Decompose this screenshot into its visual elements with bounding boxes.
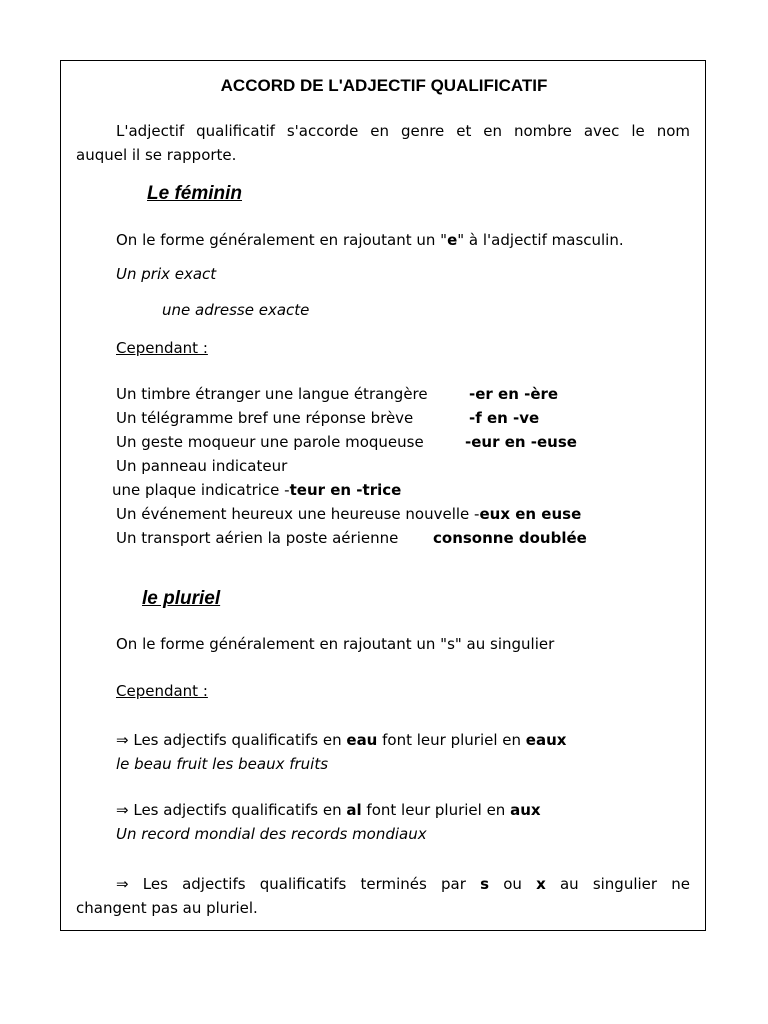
feminin-row-rule: -f en -ve <box>469 409 540 427</box>
feminin-row-rule: -er en -ère <box>469 385 559 403</box>
feminin-row-rule: -eur en -euse <box>465 433 577 451</box>
pluriel-example-1: le beau fruit les beaux fruits <box>116 755 329 773</box>
section-heading-feminin: Le féminin <box>147 183 243 204</box>
feminin-row: Un timbre étranger une langue étrangère <box>116 385 428 403</box>
feminin-row-rule: consonne doublée <box>433 529 587 547</box>
feminin-row: Un geste moqueur une parole moqueuse <box>116 433 424 451</box>
pluriel-point-3-line-2: changent pas au pluriel. <box>76 899 258 917</box>
section-heading-pluriel: le pluriel <box>142 588 221 609</box>
feminin-example-1: Un prix exact <box>116 265 217 283</box>
pluriel-cependant: Cependant : <box>116 682 208 700</box>
feminin-row-rule: teur en -trice <box>289 481 402 499</box>
intro-line-1: L'adjectif qualificatif s'accorde en genre et en nombre avec le nom <box>116 122 690 140</box>
feminin-row: Un transport aérien la poste aérienne <box>116 529 399 547</box>
pluriel-point-2: ⇒ Les adjectifs qualificatifs en al font leur pluriel en aux <box>116 801 541 819</box>
page-title: ACCORD DE L'ADJECTIF QUALIFICATIF <box>220 76 548 95</box>
pluriel-rule: On le forme généralement en rajoutant un "s" au singulier <box>116 635 555 653</box>
implies-arrow-icon: ⇒ <box>116 875 129 893</box>
intro-line-2: auquel il se rapporte. <box>76 146 237 164</box>
feminin-row: Un événement heureux une heureuse nouvelle -eux en euse <box>116 505 582 523</box>
feminin-example-2: une adresse exacte <box>162 301 310 319</box>
feminin-row: Un télégramme bref une réponse brève <box>116 409 414 427</box>
feminin-row: Un panneau indicateur <box>116 457 288 475</box>
pluriel-example-2: Un record mondial des records mondiaux <box>116 825 427 843</box>
feminin-rule: On le forme généralement en rajoutant un "e" à l'adjectif masculin. <box>116 231 624 249</box>
pluriel-point-3: ⇒ Les adjectifs qualificatifs terminés par s ou x au singulier ne <box>116 875 690 893</box>
feminin-row-rule: eux en euse <box>479 505 582 523</box>
feminin-row: une plaque indicatrice -teur en -trice <box>112 481 402 499</box>
implies-arrow-icon: ⇒ <box>116 801 129 819</box>
feminin-cependant: Cependant : <box>116 339 208 357</box>
implies-arrow-icon: ⇒ <box>116 731 129 749</box>
pluriel-point-1: ⇒ Les adjectifs qualificatifs en eau font leur pluriel en eaux <box>116 731 567 749</box>
